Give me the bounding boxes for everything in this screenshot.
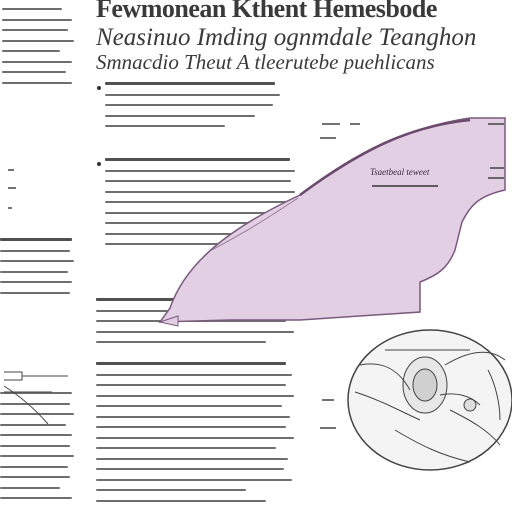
headline-line-2: Neasinuo Imding ognmdale Teanghon — [96, 24, 477, 51]
figure-shape — [160, 118, 505, 322]
headline-line-3: Smnacdio Theut A tleerutebe puehlicans — [96, 50, 435, 74]
left-schematic — [4, 372, 68, 424]
figure-label: Tsaetbeal teweet — [370, 167, 430, 177]
headline-line-1: Fewmonean Kthent Hemesbode — [96, 0, 437, 23]
